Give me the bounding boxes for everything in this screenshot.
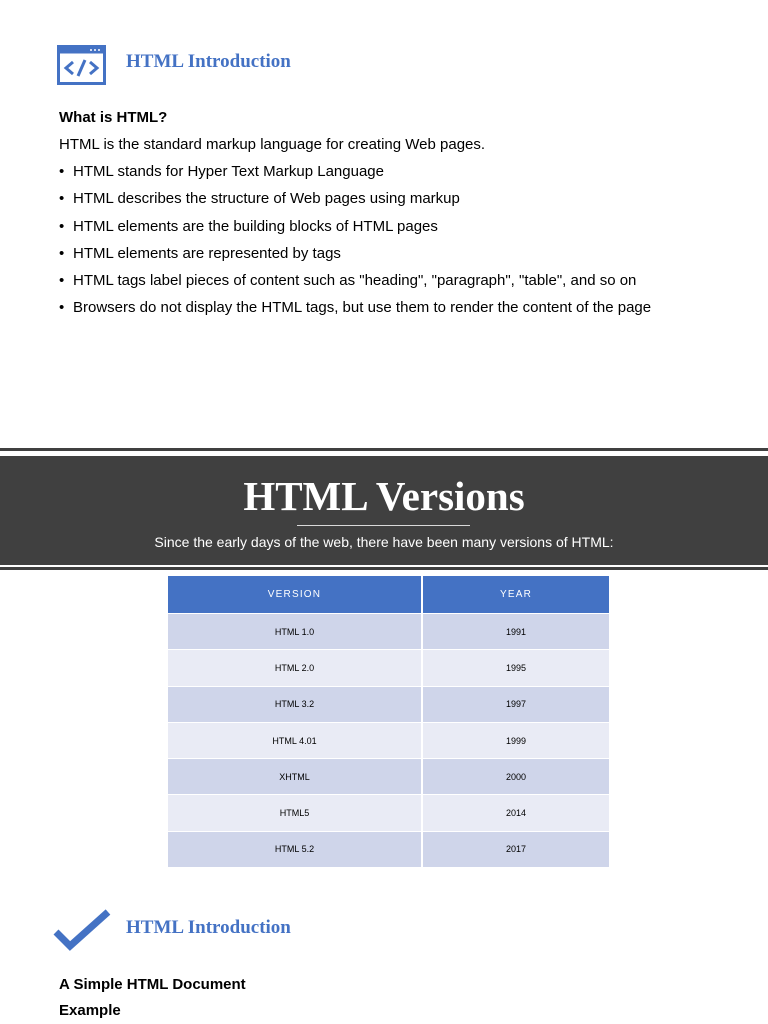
code-window-icon bbox=[57, 45, 106, 85]
table-row bbox=[168, 650, 609, 686]
list-item: • HTML elements are the building blocks of HTML pages bbox=[59, 218, 651, 245]
year-cell: 2000 bbox=[422, 759, 609, 795]
divider bbox=[0, 448, 768, 451]
subheading: Example bbox=[59, 1002, 121, 1019]
year-cell: 1991 bbox=[422, 614, 609, 650]
year-cell: 2017 bbox=[422, 831, 609, 867]
year-cell: 1995 bbox=[422, 650, 609, 686]
list-item: • HTML tags label pieces of content such as "heading", "paragraph", "table", and so on bbox=[59, 272, 651, 299]
subheading: A Simple HTML Document bbox=[59, 976, 246, 993]
versions-table bbox=[168, 576, 609, 867]
list-item: • HTML elements are represented by tags bbox=[59, 245, 651, 272]
table-row bbox=[168, 795, 609, 831]
table-header-row bbox=[168, 576, 609, 614]
year-cell: 1997 bbox=[422, 686, 609, 722]
list-item: • Browsers do not display the HTML tags, but use them to render the content of the page bbox=[59, 299, 651, 326]
section-title: HTML Introduction bbox=[126, 917, 291, 938]
year-cell: 2014 bbox=[422, 795, 609, 831]
table-row bbox=[168, 686, 609, 722]
banner-title: HTML Versions bbox=[243, 473, 525, 519]
bullet-list bbox=[59, 163, 651, 327]
table-row bbox=[168, 831, 609, 867]
banner-rule bbox=[297, 525, 470, 526]
table-row bbox=[168, 722, 609, 758]
table-row bbox=[168, 614, 609, 650]
version-cell: HTML5 bbox=[168, 795, 422, 831]
column-header-version: VERSION bbox=[168, 576, 422, 614]
version-cell: HTML 2.0 bbox=[168, 650, 422, 686]
list-item: • HTML describes the structure of Web pages using markup bbox=[59, 190, 651, 217]
version-cell: HTML 4.01 bbox=[168, 722, 422, 758]
section-title: HTML Introduction bbox=[126, 51, 291, 72]
divider bbox=[0, 567, 768, 570]
version-cell: HTML 1.0 bbox=[168, 614, 422, 650]
subheading: What is HTML? bbox=[59, 109, 168, 126]
year-cell: 1999 bbox=[422, 722, 609, 758]
banner-subtitle: Since the early days of the web, there have been many versions of HTML: bbox=[154, 534, 614, 550]
version-cell: XHTML bbox=[168, 759, 422, 795]
table-row bbox=[168, 759, 609, 795]
checkmark-icon bbox=[52, 908, 112, 952]
intro-paragraph: HTML is the standard markup language for creating Web pages. bbox=[59, 136, 486, 153]
version-cell: HTML 3.2 bbox=[168, 686, 422, 722]
list-item: • HTML stands for Hyper Text Markup Language bbox=[59, 163, 651, 190]
version-cell: HTML 5.2 bbox=[168, 831, 422, 867]
column-header-year: YEAR bbox=[422, 576, 609, 614]
